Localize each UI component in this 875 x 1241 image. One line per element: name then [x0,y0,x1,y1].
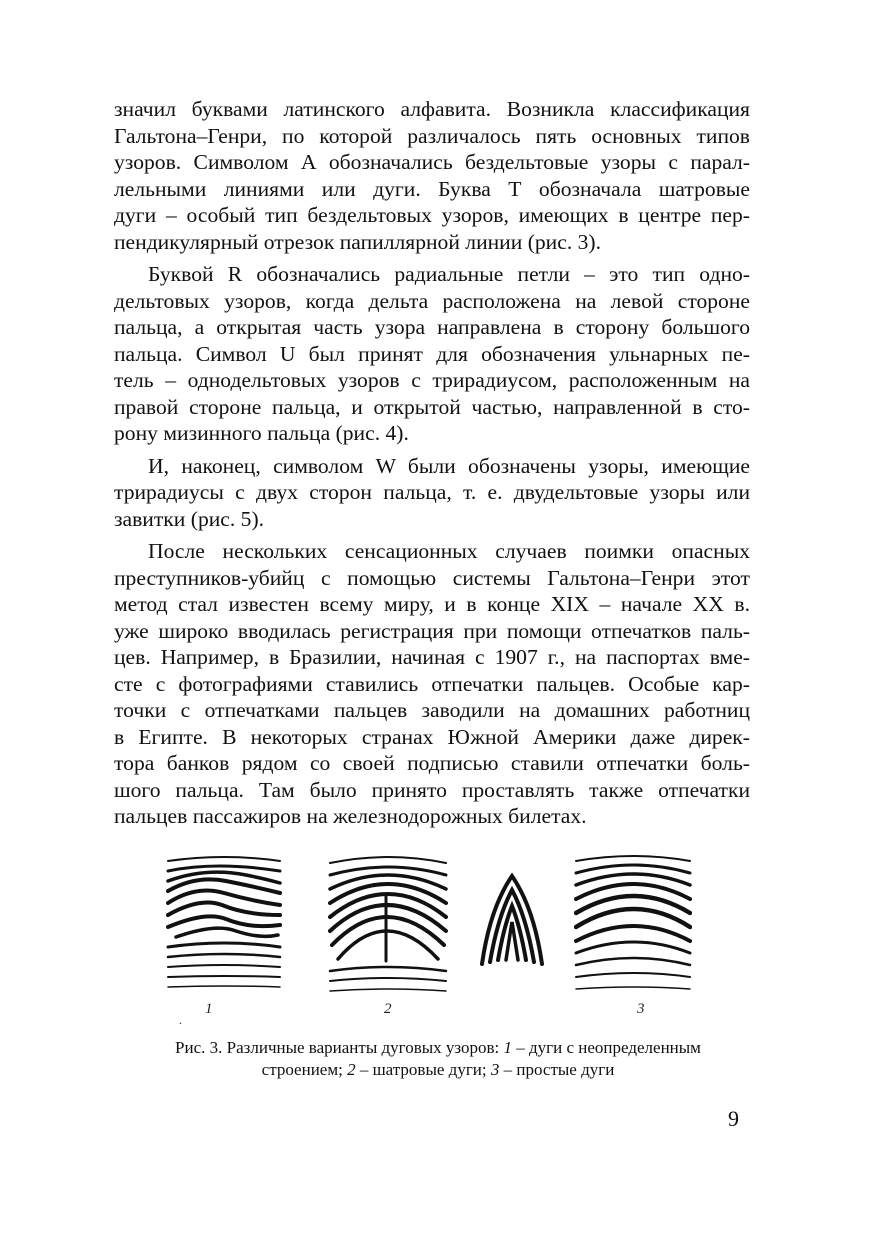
text-line: дуги – особый тип бездельтовых узоров, имеющих в центре пер- [114,203,750,227]
text-line: И, наконец, символом W были обозначены узоры, имеющие [148,453,750,478]
text-line: тель – однодельтовых узоров с трирадиусом, расположенным на [114,368,750,392]
text-line: узоров. Символом А обозначались бездельтовые узоры с парал- [114,150,750,174]
text-line: рону мизинного пальца (рис. 4). [114,421,409,445]
paragraph-4 [114,538,750,830]
caption-prefix: Рис. 3. Различные варианты дуговых узоров: [175,1038,504,1057]
text-line: значил буквами латинского алфавита. Возникла классификация [114,97,750,121]
body-text [114,96,750,830]
fingerprint-plain-arch-image [574,855,692,995]
text-line: точки с отпечатками пальцев заводили на домашних работниц [114,698,750,722]
caption-num-2: 2 [347,1060,356,1079]
text-line: тора банков рядом со своей подписью ставили отпечатки боль- [114,751,750,775]
text-line: трирадиусы с двух сторон пальца, т. е. двудельтовые узоры или [114,480,750,504]
paragraph-1 [114,96,750,255]
tented-arch-core-diagram [478,868,546,968]
page-number: 9 [728,1106,739,1131]
text-line: дельтовых узоров, когда дельта расположена на левой стороне [114,288,750,313]
caption-num-3: 3 [490,1060,500,1079]
figure-label-1: 1 [205,1001,213,1017]
text-line: лельными линиями или дуги. Буква Т обозначала шатровые [114,176,750,201]
text-line: Буквой R обозначались радиальные петли – это тип одно- [148,262,750,286]
text-line: пендикулярный отрезок папиллярной линии (рис. 3). [114,229,602,254]
fingerprint-arch-indeterminate-image [166,855,282,995]
text-line: пальца, а открытая часть узора направлена в сторону большого [114,315,750,339]
figure-label-3: 3 [637,1001,645,1017]
text-line: Гальтона–Генри, по которой различалось пять основных типов [114,123,750,148]
paragraph-2 [114,261,750,447]
figure-label-2: 2 [384,1001,392,1017]
text-line: шого пальца. Там было принято проставлять также отпечатки [114,777,750,802]
figure-caption [120,1037,756,1081]
caption-text-2: – шатровые дуги; [355,1060,491,1079]
text-line: правой стороне пальца, и открытой частью, направленной в сто- [114,394,750,419]
text-line: пальцев пассажиров на железнодорожных билетах. [114,804,587,828]
text-line: в Египте. В некоторых странах Южной Америки даже дирек- [114,724,750,749]
text-line: цев. Например, в Бразилии, начиная с 1907 г., на паспортах вме- [114,645,750,669]
paragraph-3 [114,453,750,533]
caption-text-1b: строением; [261,1060,348,1079]
caption-text-3: – простые дуги [499,1060,615,1079]
text-line: уже широко вводилась регистрация при помощи отпечатков паль- [114,618,750,643]
caption-text-1: – дуги с неопределенным [512,1038,701,1057]
stray-mark: . [179,1013,182,1027]
text-line: пальца. Символ U был принят для обозначения ульнарных пе- [114,341,750,366]
text-line: После нескольких сенсационных случаев поимки опасных [148,539,750,563]
fingerprint-tented-arch-image [328,855,448,995]
text-line: метод стал известен всему миру, и в конце XIX – начале XX в. [114,592,750,616]
text-line: преступников-убийц с помощью системы Гальтона–Генри этот [114,565,750,590]
caption-num-1: 1 [503,1038,513,1057]
text-line: завитки (рис. 5). [114,506,265,531]
text-line: сте с фотографиями ставились отпечатки пальцев. Особые кар- [114,671,750,696]
